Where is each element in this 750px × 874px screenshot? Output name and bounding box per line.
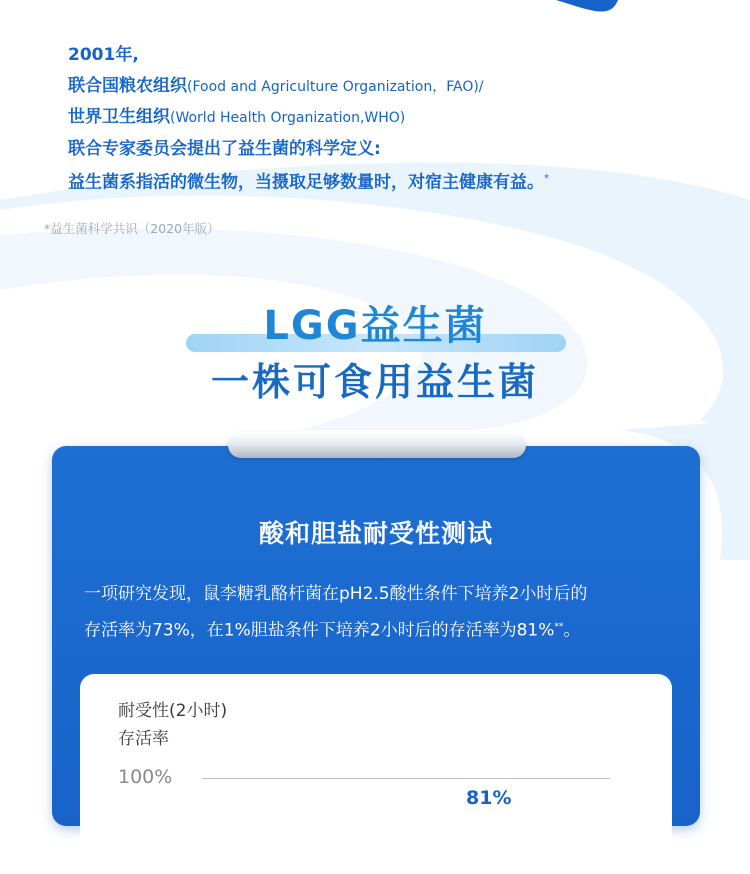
card-title: 酸和胆盐耐受性测试 bbox=[258, 519, 493, 548]
intro-fao-cn: 联合国粮农组织 bbox=[68, 75, 187, 96]
card-body-line2-mark: ** bbox=[554, 622, 564, 632]
card-body bbox=[84, 578, 684, 648]
chart-gridline-100 bbox=[202, 778, 610, 779]
test-card bbox=[52, 446, 700, 826]
intro-who-en: (World Health Organization,WHO) bbox=[170, 110, 406, 126]
card-body-line2 bbox=[84, 611, 684, 648]
intro-fao bbox=[68, 71, 718, 103]
card-body-line2-end: 。 bbox=[563, 620, 581, 641]
card-body-line2-text: 存活率为73%，在1%胆盐条件下培养2小时后的存活率为81% bbox=[84, 620, 555, 641]
intro-definition-text: 益生菌系指活的微生物，当摄取足够数量时，对宿主健康有益。 bbox=[68, 172, 544, 193]
intro-who bbox=[68, 102, 718, 134]
chart-axis-label: 耐受性(2小时) bbox=[118, 701, 228, 721]
intro-definition-mark: * bbox=[544, 173, 549, 184]
footnote: *益生菌科学共识（2020年版） bbox=[44, 221, 220, 236]
chart-panel bbox=[80, 674, 672, 874]
card-clip-bar bbox=[228, 432, 526, 458]
card-body-line1: 一项研究发现，鼠李糖乳酪杆菌在pH2.5酸性条件下培养2小时后的 bbox=[84, 584, 588, 604]
chart-tick-100: 100% bbox=[118, 766, 173, 788]
headline bbox=[0, 300, 750, 408]
intro-year: 2001年, bbox=[68, 45, 139, 65]
chart-bar-value: 81% bbox=[466, 787, 512, 809]
chart-axis-sublabel: 存活率 bbox=[118, 729, 169, 749]
headline-title: LGG益生菌 bbox=[263, 303, 487, 349]
intro-fao-en: (Food and Agriculture Organization，FAO)/ bbox=[187, 78, 484, 95]
intro-who-cn: 世界卫生组织 bbox=[68, 107, 170, 127]
intro-definition bbox=[68, 164, 718, 198]
intro-committee: 联合专家委员会提出了益生菌的科学定义: bbox=[68, 138, 381, 159]
headline-subtitle: 一株可食用益生菌 bbox=[210, 360, 539, 404]
intro-text bbox=[68, 40, 718, 198]
